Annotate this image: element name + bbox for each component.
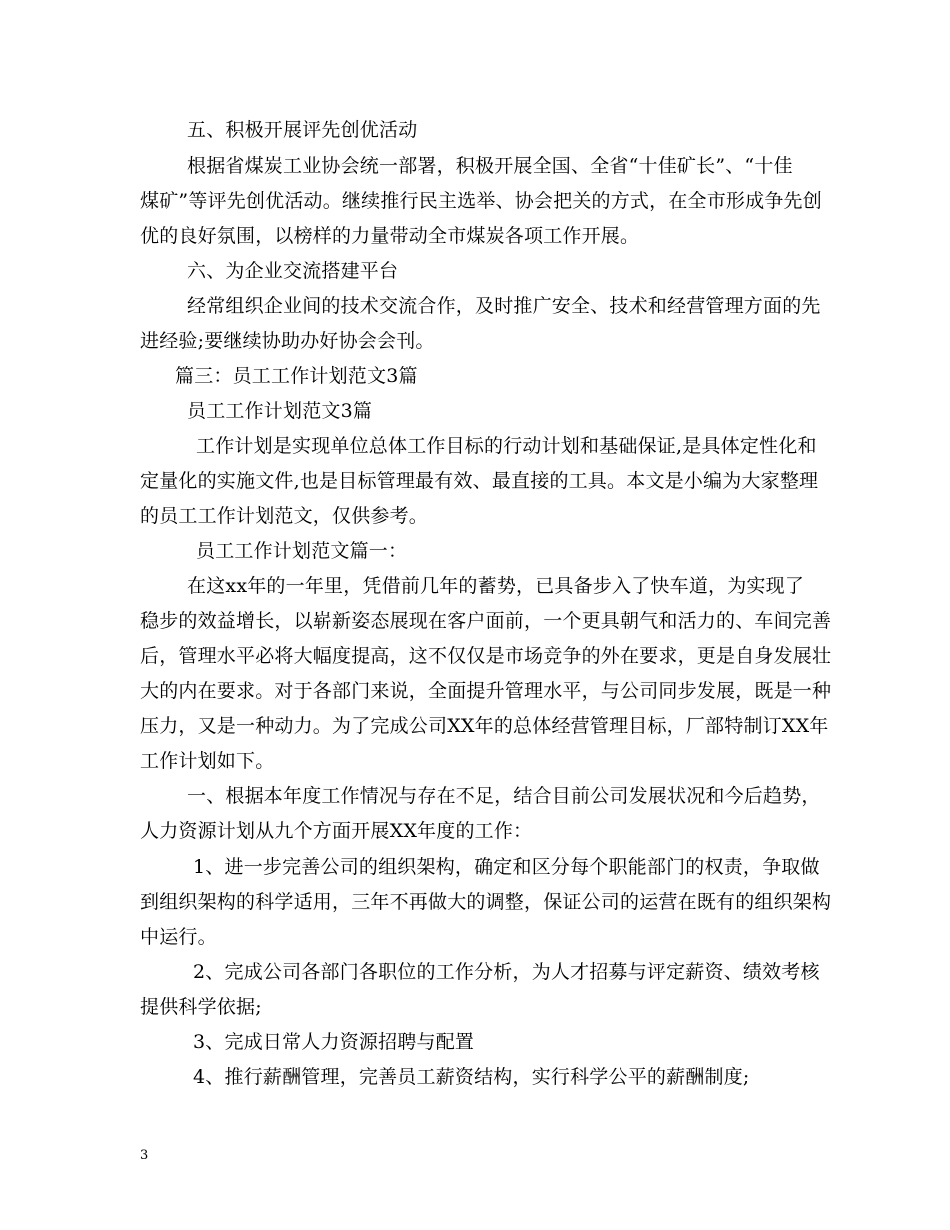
paragraph-line: 工作计划如下。 bbox=[140, 750, 275, 772]
paragraph-line: 定量化的实施文件,也是目标管理最有效、最直接的工具。本文是小编为大家整理 bbox=[140, 470, 819, 492]
paragraph-line: 根据省煤炭工业协会统一部署，积极开展全国、全省“十佳矿长”、“十佳 bbox=[187, 155, 793, 177]
paragraph-line: 工作计划是实现单位总体工作目标的行动计划和基础保证,是具体定性化和 bbox=[196, 435, 817, 457]
paragraph-line: 进经验;要继续协助办好协会会刊。 bbox=[140, 330, 435, 352]
paragraph-line: 在这xx年的一年里，凭借前几年的蓄势，已具备步入了快车道，为实现了 bbox=[187, 575, 805, 597]
paragraph-line: 优的良好氛围，以榜样的力量带动全市煤炭各项工作开展。 bbox=[140, 225, 640, 247]
chapter-heading: 篇三：员工工作计划范文3篇 bbox=[175, 365, 418, 387]
section-heading-5: 五、积极开展评先创优活动 bbox=[187, 119, 418, 141]
paragraph-line: 的员工工作计划范文，仅供参考。 bbox=[140, 505, 429, 527]
sub-heading: 员工工作计划范文篇一： bbox=[196, 540, 408, 562]
article-title: 员工工作计划范文3篇 bbox=[187, 400, 373, 422]
paragraph-line: 中运行。 bbox=[140, 926, 217, 948]
list-item: 2、完成公司各部门各职位的工作分析，为人才招募与评定薪资、绩效考核 bbox=[193, 961, 820, 983]
list-item: 4、推行薪酬管理，完善员工薪资结构，实行科学公平的薪酬制度; bbox=[193, 1066, 750, 1088]
paragraph-line: 稳步的效益增长，以崭新姿态展现在客户面前，一个更具朝气和活力的、车间完善 bbox=[140, 610, 832, 632]
paragraph-line: 人力资源计划从九个方面开展XX年度的工作： bbox=[140, 820, 533, 842]
paragraph-line: 提供科学依据; bbox=[140, 996, 262, 1018]
page-number: 3 bbox=[140, 1148, 149, 1163]
paragraph-line: 煤矿”等评先创优活动。继续推行民主选举、协会把关的方式，在全市形成争先创 bbox=[140, 190, 822, 212]
paragraph-line: 压力，又是一种动力。为了完成公司XX年的总体经营管理目标，厂部特制订XX年 bbox=[140, 715, 829, 737]
paragraph-line: 经常组织企业间的技术交流合作，及时推广安全、技术和经营管理方面的先 bbox=[187, 295, 821, 317]
section-heading-6: 六、为企业交流搭建平台 bbox=[187, 260, 399, 282]
list-item: 1、进一步完善公司的组织架构，确定和区分每个职能部门的权责，争取做 bbox=[193, 856, 820, 878]
list-item: 3、完成日常人力资源招聘与配置 bbox=[193, 1031, 475, 1053]
paragraph-line: 一、根据本年度工作情况与存在不足，结合目前公司发展状况和今后趋势， bbox=[187, 785, 821, 807]
paragraph-line: 后，管理水平必将大幅度提高，这不仅仅是市场竞争的外在要求，更是自身发展壮 bbox=[140, 645, 832, 667]
paragraph-line: 到组织架构的科学适用，三年不再做大的调整，保证公司的运营在既有的组织架构 bbox=[140, 891, 832, 913]
paragraph-line: 大的内在要求。对于各部门来说，全面提升管理水平，与公司同步发展，既是一种 bbox=[140, 680, 832, 702]
